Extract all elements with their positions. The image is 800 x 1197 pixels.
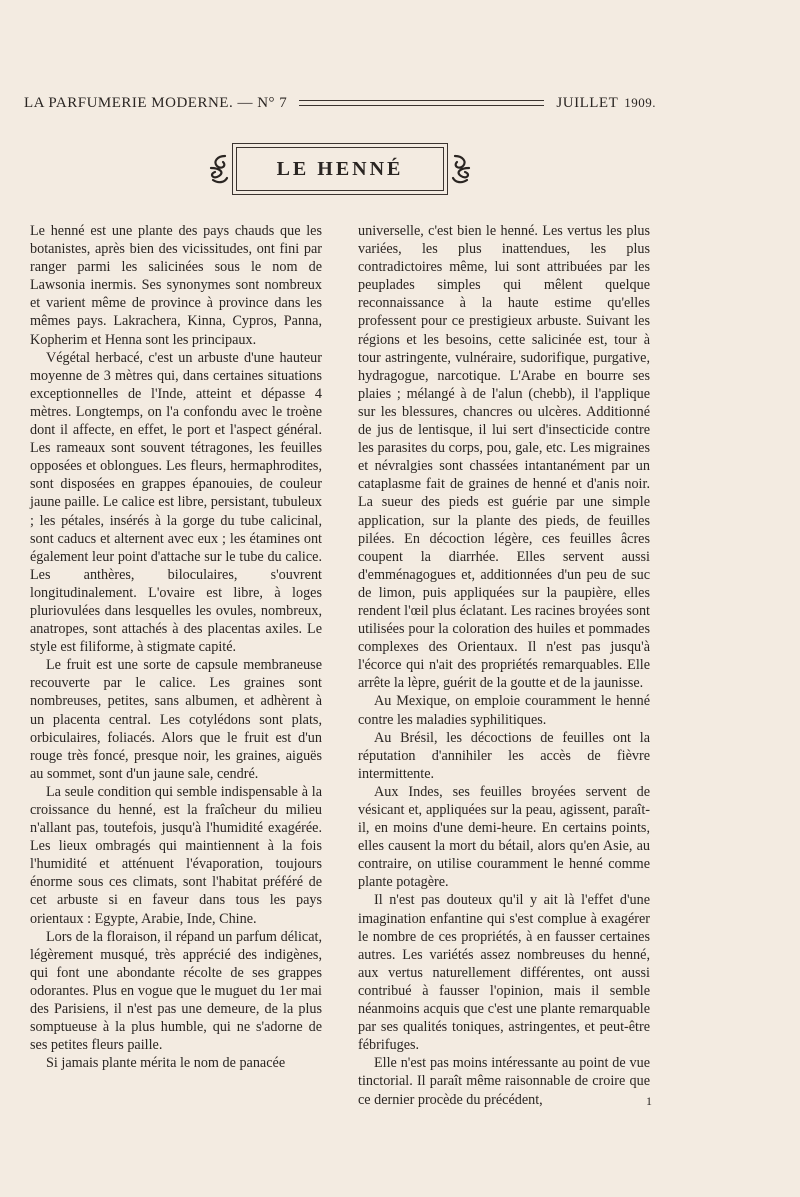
paragraph: La seule condition qui semble indispensable à la croissance du henné, est la fraîcheur du milieu n'allant pas, toutefois, jusqu'à l'humidité exagérée. Les lieux ombragés qui maintiennent à la fois l'humidité et atténuent l'évaporation, toujours énorme sous ces climats, sont l'habitat préféré de cet arbuste si en faveur dans tous les pays orientaux : Egypte, Arabie, Inde, Chine. [30,783,322,927]
article-title: LE HENNÉ [236,147,444,191]
paragraph: Au Mexique, on emploie couramment le henné contre les maladies syphilitiques. [358,693,650,728]
journal-title: LA PARFUMERIE MODERNE. — N° 7 [24,94,288,111]
paragraph: Aux Indes, ses feuilles broyées servent de vésicant et, appliquées sur la peau, agissent, paraît-il, en moins d'une demi-heure. En certains points, elles causent la mort du bétail, alors qu'en Asie, au contraire, on utilise couramment le henné comme plante potagère. [358,783,650,891]
header-rule [299,100,544,106]
paragraph: Si jamais plante mérita le nom de panacée [46,1055,286,1072]
left-column [30,222,322,1072]
paragraph: Végétal herbacé, c'est un arbuste d'une hauteur moyenne de 3 mètres qui, dans certaines situations exceptionnelles de l'Inde, atteint et dépasse 4 mètres. Longtemps, on l'a confondu avec le troène dont il affecte, en effet, le port et l'aspect général. Les rameaux sont souvent tétragones, les feuilles opposées et oblongues. Les fleurs, hermaphrodites, sont disposées en grappes épanouies, de couleur jaune paille. Le calice est libre, persistant, tubuleux ; les pétales, insérés à la gorge du tube calicinal, sont caducs et alternent avec eux ; les étamines ont également leur point d'attache sur le tube du calice. Les anthères, biloculaires, s'ouvrent longitudinalement. L'ovaire est libre, à loges pluriovulées dans lesquelles les ovules, nombreux, anatropes, sont attachés à des placentas axiles. Le style est filiforme, à stigmate capité. [30,349,322,656]
issue-year: 1909. [624,95,656,110]
paragraph: Il n'est pas douteux qu'il y ait là l'effet d'une imagination enfantine qui s'est complue à exagérer le nombre de ces propriétés, à en fausser certaines autres. Les variétés assez nombreuses du henné, aux vertus naturellement différentes, ont aussi contribué à fausser l'opinion, mais il semble néanmoins acquis que c'est une plante remarquable par ses qualités toniques, astringentes, et peut-être fébrifuges. [358,892,650,1054]
issue-month: JUILLET [556,94,619,111]
paragraph: Le fruit est une sorte de capsule membraneuse recouverte par le calice. Les graines sont nombreuses, petites, sans albumen, et adhèrent à un placenta central. Les cotylédons sont plats, orbiculaires, foliacés. Alors que le fruit est d'un rouge très foncé, presque noir, les graines, aiguës au sommet, sont d'un jaune sale, cendré. [30,657,322,782]
paragraph: Elle n'est pas moins intéressante au point de vue tinctorial. Il paraît même raisonnable de croire que ce dernier procède du précédent, [358,1055,650,1108]
paragraph: Au Brésil, les décoctions de feuilles ont la réputation d'annihiler les accès de fièvre intermittente. [358,729,650,782]
title-block [205,146,475,192]
right-column [358,222,650,1109]
ornament-left-icon [205,152,231,186]
page-number: 1 [646,1094,652,1108]
paragraph: Lors de la floraison, il répand un parfum délicat, légèrement musqué, très apprécié des indigènes, qui font une abondante récolte de ses grappes odorantes. Plus en vogue que le muguet du 1er mai des Parisiens, il n'est pas une demeure, de la plus somptueuse à la plus humble, qui ne s'adorne de ses petites fleurs paille. [30,928,322,1054]
paragraph: Le henné est une plante des pays chauds que les botanistes, après bien des vicissitudes, ont fini par ranger parmi les salicinées sous le nom de Lawsonia inermis. Ses synonymes sont nombreux et varient même de province à province dans les mêmes pays. Lakrachera, Kinna, Cypros, Panna, Kopherim et Henna sont les principaux. [30,223,322,348]
ornament-right-icon [449,152,475,186]
running-header [24,92,656,114]
paragraph: universelle, c'est bien le henné. Les vertus les plus variées, les plus inattendues, les plus contradictoires même, lui sont attribuées par les peuplades simples qui mêlent quelque reconnaissance à la haute estime qu'elles professent pour ce prestigieux arbuste. Suivant les régions et les besoins, cette salicinée est, tour à tour astringente, vulnéraire, sudorifique, purgative, hydragogue, narcotique. L'Arabe en bourre ses plaies ; mélangé à de l'alun (chebb), il l'applique sur les blessures, chancres ou ulcères. Additionné de jus de lentisque, il lui sert d'insecticide contre les parasites du corps, pou, gale, etc. Les migraines et névralgies sont chassées intantanément par un cataplasme fait de graines de henné et d'anis noir. La sueur des pieds est guérie par une simple application, sur la plante des pieds, de feuilles pilées. En décoction légère, ces feuilles âcres coupent la diarrhée. Elles servent aussi d'emménagogues et, additionnées d'un peu de suc de limon, puis appliquées sur la paupière, elles rendent l'œil plus éclatant. Les racines broyées sont utilisées pour la coloration des huiles et pommades complexes des Orientaux. Il n'est pas jusqu'à l'écorce qui n'ait des propriétés remarquables. Elle arrête la lèpre, guérit de la goutte et de la jaunisse. [358,223,650,692]
